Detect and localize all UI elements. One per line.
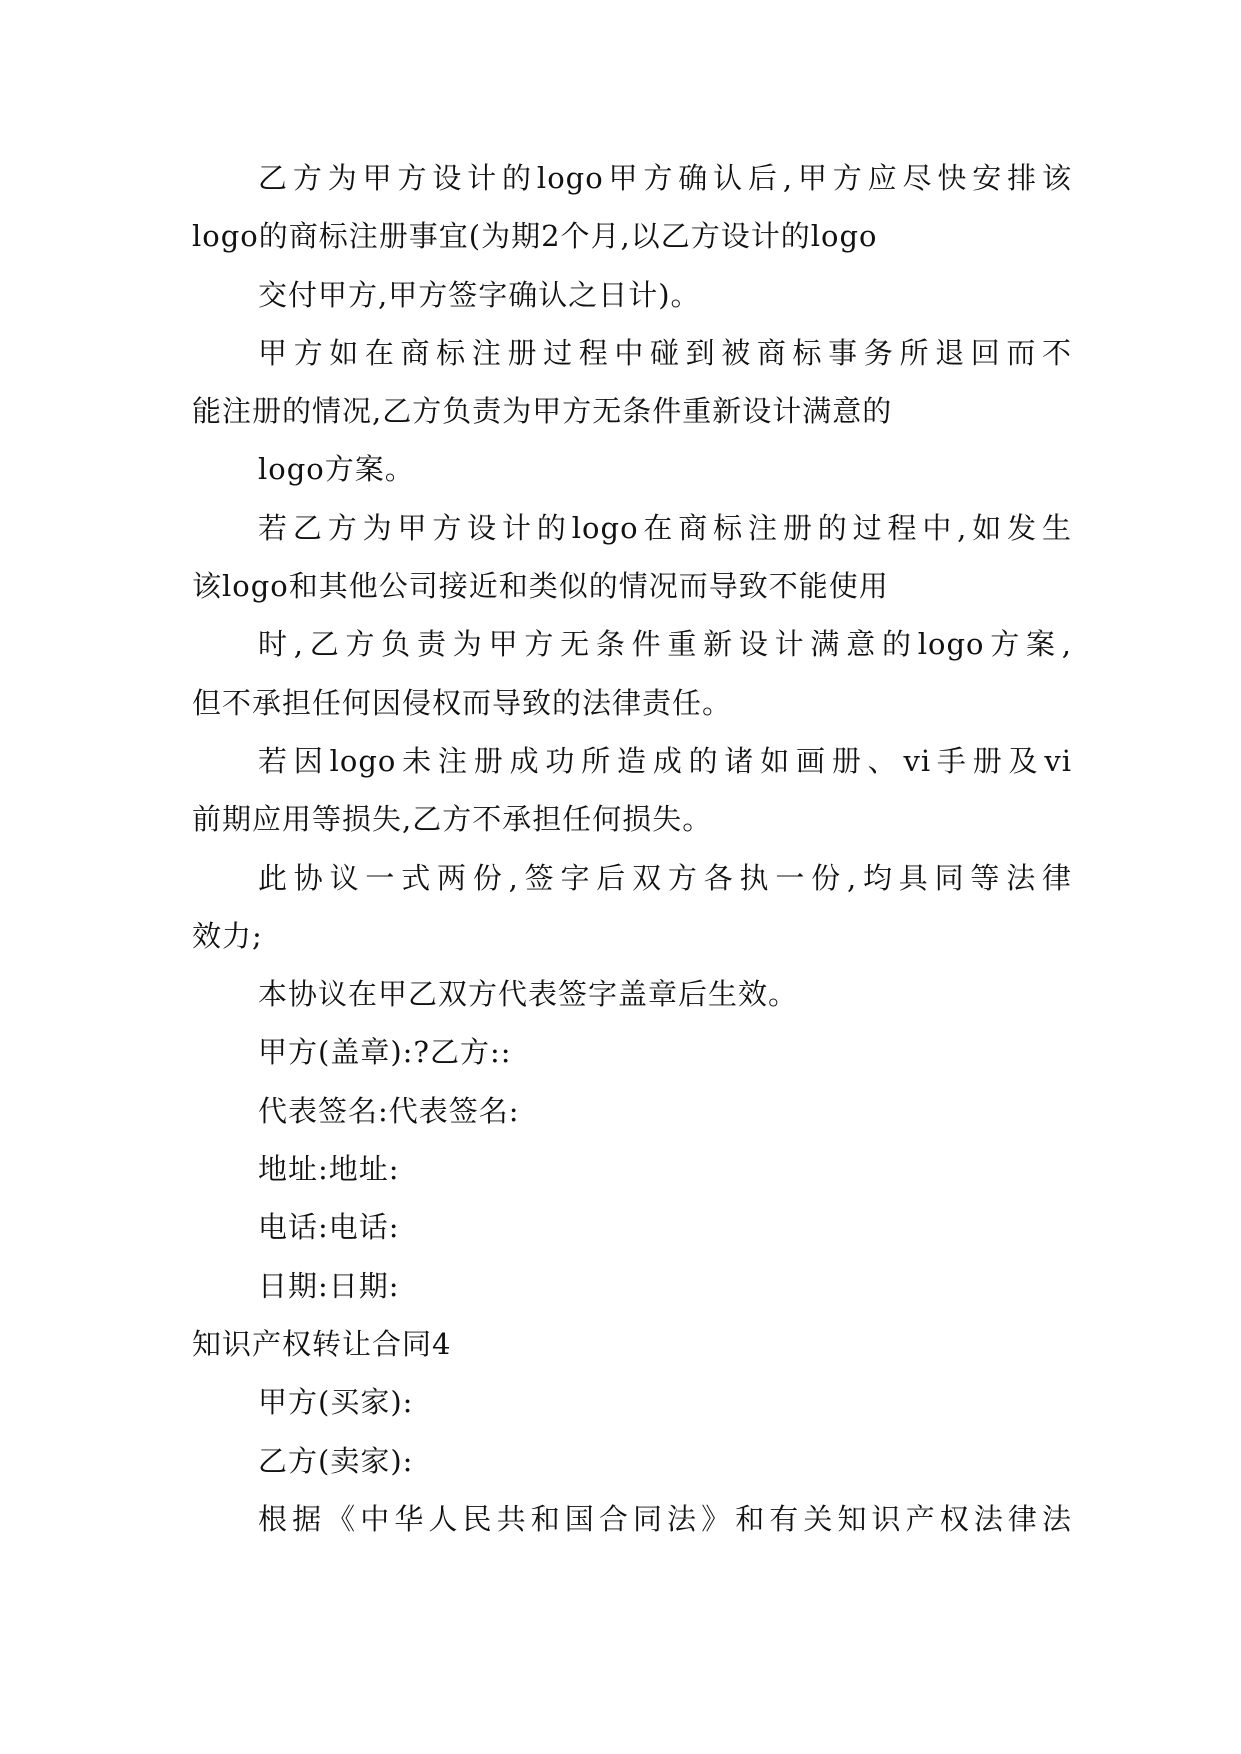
signature-line: 代表签名:代表签名: xyxy=(258,1093,520,1128)
paragraph-line: 甲方如在商标注册过程中碰到被商标事务所退回而不 xyxy=(258,335,1072,370)
paragraph-line: 若因logo未注册成功所造成的诸如画册、vi手册及vi xyxy=(258,743,1072,778)
paragraph-line: 前期应用等损失,乙方不承担任何损失。 xyxy=(192,802,713,837)
paragraph-line: 该logo和其他公司接近和类似的情况而导致不能使用 xyxy=(192,569,889,604)
paragraph-line: 能注册的情况,乙方负责为甲方无条件重新设计满意的 xyxy=(192,394,893,429)
paragraph-line: 效力; xyxy=(192,918,263,953)
paragraph-line: 本协议在甲乙双方代表签字盖章后生效。 xyxy=(258,977,799,1012)
section-heading: 知识产权转让合同4 xyxy=(192,1326,452,1361)
paragraph-line: logo方案。 xyxy=(258,452,415,487)
paragraph-line: logo的商标注册事宜(为期2个月,以乙方设计的logo xyxy=(192,219,878,254)
signature-line: 电话:电话: xyxy=(258,1210,400,1245)
paragraph-line: 若乙方为甲方设计的logo在商标注册的过程中,如发生 xyxy=(258,510,1072,545)
signature-line: 甲方(盖章):?乙方:: xyxy=(258,1035,512,1070)
paragraph-line: 根据《中华人民共和国合同法》和有关知识产权法律法 xyxy=(258,1501,1072,1536)
signature-line: 日期:日期: xyxy=(258,1268,400,1303)
paragraph-line: 乙方为甲方设计的logo甲方确认后,甲方应尽快安排该 xyxy=(258,161,1072,195)
signature-line: 地址:地址: xyxy=(258,1152,400,1187)
paragraph-line: 交付甲方,甲方签字确认之日计)。 xyxy=(258,277,701,312)
document-body xyxy=(192,161,1072,1563)
paragraph-line: 但不承担任何因侵权而导致的法律责任。 xyxy=(192,685,733,720)
paragraph-line: 时,乙方负责为甲方无条件重新设计满意的logo方案, xyxy=(258,627,1072,662)
party-line: 乙方(卖家): xyxy=(258,1443,414,1478)
paragraph-line: 此协议一式两份,签字后双方各执一份,均具同等法律 xyxy=(258,860,1072,895)
party-line: 甲方(买家): xyxy=(258,1385,414,1420)
